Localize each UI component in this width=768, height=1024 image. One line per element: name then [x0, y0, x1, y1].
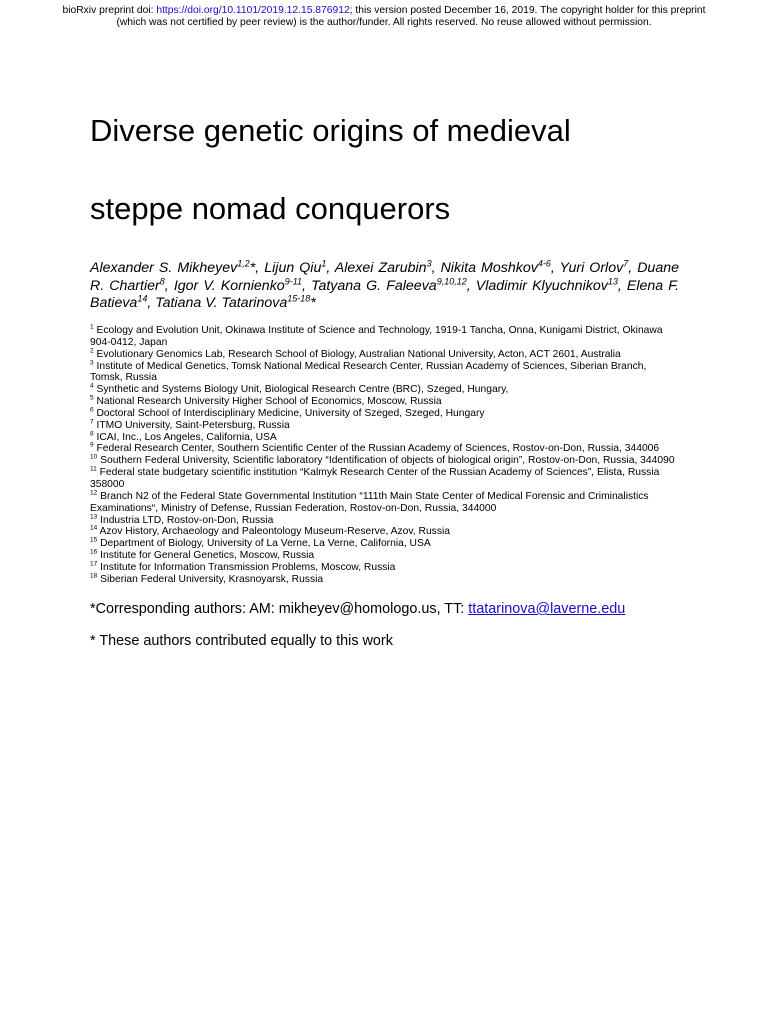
author-separator: ,: [326, 260, 335, 276]
author-affiliation-number: 15-18: [287, 293, 311, 304]
author-name: Igor V. Kornienko: [173, 277, 285, 294]
header-line-2: (which was not certified by peer review) is the author/funder. All rights reserved. No reuse allowed without permission.: [116, 16, 652, 28]
author-affiliation-number: 4-6: [537, 258, 551, 269]
affiliation-text: Federal state budgetary scientific institution “Kalmyk Research Center of the Russian Academy of Sciences”, Elista, Russia 358000: [90, 467, 660, 490]
author-list: [90, 260, 679, 313]
affiliation-item: [90, 538, 680, 550]
author-name: Alexei Zarubin: [334, 260, 427, 276]
affiliation-item: [90, 408, 680, 420]
equal-contribution-note: * These authors contributed equally to this work: [90, 633, 393, 649]
author-separator: ,: [466, 277, 476, 294]
affiliation-text: Institute for General Genetics, Moscow, Russia: [100, 550, 315, 562]
affiliation-text: Institute of Medical Genetics, Tomsk National Medical Research Center, Russian Academy of Sciences, Siberian Branch, Tomsk, Russia: [90, 360, 647, 384]
affiliation-text: Azov History, Archaeology and Paleontology Museum-Reserve, Azov, Russia: [99, 526, 450, 538]
affiliation-number: 18: [90, 572, 98, 580]
title-line-2: steppe nomad conquerors: [90, 191, 451, 226]
author-name: Yuri Orlov: [559, 260, 624, 276]
affiliation-text: ITMO University, Saint-Petersburg, Russia: [96, 419, 290, 431]
corresponding-authors: [90, 600, 690, 618]
doi-link[interactable]: https://doi.org/10.1101/2019.12.15.876912: [156, 5, 350, 16]
affiliation-number: 7: [90, 418, 94, 426]
author-name: Vladimir Klyuchnikov: [475, 277, 608, 294]
affiliation-text: Federal Research Center, Southern Scientific Center of the Russian Academy of Sciences, Rostov-on-Don, Russia, 344006: [96, 443, 660, 455]
affiliation-text: Department of Biology, University of La Verne, La Verne, California, USA: [100, 538, 431, 550]
affiliation-text: Siberian Federal University, Krasnoyarsk, Russia: [100, 573, 324, 585]
author-name: Nikita Moshkov: [440, 260, 538, 276]
author-separator: ,: [431, 260, 441, 276]
affiliation-text: Evolutionary Genomics Lab, Research School of Biology, Australian National University, Acton, ACT 2601, Australia: [96, 348, 621, 360]
affiliation-item: [90, 455, 680, 467]
author-separator: ,: [147, 295, 156, 311]
affiliation-number: 2: [90, 347, 94, 355]
affiliation-item: [90, 526, 680, 538]
header-line-1: [0, 5, 768, 17]
affiliation-item: [90, 432, 680, 444]
author-separator: ,: [302, 277, 312, 294]
author-affiliation-number: 13: [607, 275, 618, 286]
author-name: Lijun Qiu: [264, 260, 322, 276]
affiliation-number: 17: [90, 560, 98, 568]
affiliation-text: ICAI, Inc., Los Angeles, California, USA: [96, 431, 277, 443]
affiliation-item: [90, 349, 680, 361]
affiliation-text: Institute for Information Transmission Problems, Moscow, Russia: [100, 561, 396, 573]
author-name: Elena F. Batieva: [90, 277, 680, 311]
affiliation-number: 4: [90, 382, 94, 390]
affiliation-number: 10: [90, 453, 98, 461]
affiliation-item: [90, 467, 680, 491]
affiliation-number: 13: [90, 513, 98, 521]
author-separator: ,: [164, 277, 174, 294]
affiliation-item: [90, 443, 680, 455]
preprint-header: [0, 5, 768, 28]
corresponding-email-link[interactable]: ttatarinova@laverne.edu: [468, 601, 626, 617]
author-separator: *: [310, 295, 316, 311]
author-affiliation-number: 9,10,12: [436, 275, 467, 286]
header-prefix: bioRxiv preprint doi:: [62, 5, 157, 16]
affiliation-text: Industria LTD, Rostov-on-Don, Russia: [100, 514, 274, 526]
affiliation-number: 3: [90, 359, 94, 367]
affiliation-text: Ecology and Evolution Unit, Okinawa Institute of Science and Technology, 1919-1 Tancha, Onna, Kunigami District, Okinawa 904-0412, Japan: [90, 325, 663, 348]
affiliation-item: [90, 562, 680, 574]
affiliation-item: [90, 361, 680, 385]
author-name: Tatiana V. Tatarinova: [155, 295, 288, 311]
affiliation-list: [90, 325, 680, 586]
affiliation-number: 15: [90, 536, 98, 544]
affiliation-item: [90, 420, 680, 432]
affiliation-item: [90, 491, 680, 515]
corresponding-prefix: *Corresponding authors: AM: mikheyev@homologo.us, TT:: [90, 601, 469, 617]
paper-title: [90, 92, 710, 248]
author-affiliation-number: 14: [137, 293, 148, 304]
author-affiliation-number: 3: [426, 258, 432, 269]
author-affiliation-number: 8: [159, 275, 165, 286]
author-name: Tatyana G. Faleeva: [311, 277, 437, 294]
affiliation-number: 16: [90, 548, 98, 556]
affiliation-number: 12: [90, 489, 98, 497]
affiliation-text: Branch N2 of the Federal State Governmental Institution “111th Main State Center of Medical Forensic and Criminalistics Examinations“, Ministry of Defense, Russian Federation, Rostov-on-Don, Russia, 344000: [90, 490, 649, 514]
author-affiliation-number: 7: [623, 258, 629, 269]
affiliation-number: 1: [90, 323, 94, 331]
affiliation-item: [90, 325, 680, 349]
affiliation-number: 9: [90, 442, 94, 450]
affiliation-text: Southern Federal University, Scientific laboratory “Identification of objects of biological origin”, Rostov-on-Don, Russia, 344090: [100, 455, 675, 467]
affiliation-item: [90, 574, 680, 586]
affiliation-number: 6: [90, 406, 94, 414]
author-affiliation-number: 9-11: [284, 275, 303, 286]
affiliation-number: 8: [90, 430, 94, 438]
author-affiliation-number: 1: [321, 258, 327, 269]
affiliation-item: [90, 384, 680, 396]
affiliation-number: 11: [90, 465, 97, 473]
author-affiliation-number: 1,2: [237, 258, 250, 269]
author-name: Duane R. Chartier: [90, 260, 679, 294]
affiliation-text: Synthetic and Systems Biology Unit, Biological Research Centre (BRC), Szeged, Hungary,: [96, 384, 509, 396]
author-separator: ,: [628, 260, 638, 276]
title-line-1: Diverse genetic origins of medieval: [90, 113, 571, 148]
affiliation-item: [90, 550, 680, 562]
affiliation-number: 5: [90, 394, 94, 402]
author-separator: ,: [617, 277, 627, 294]
header-suffix: ; this version posted December 16, 2019. The copyright holder for this preprint: [349, 5, 706, 16]
affiliation-item: [90, 515, 680, 527]
affiliation-text: Doctoral School of Interdisciplinary Medicine, University of Szeged, Szeged, Hungary: [96, 407, 485, 419]
affiliation-number: 14: [90, 524, 98, 532]
affiliation-item: [90, 396, 680, 408]
affiliation-text: National Research University Higher School of Economics, Moscow, Russia: [96, 396, 442, 408]
author-name: Alexander S. Mikheyev: [90, 260, 238, 276]
author-separator: *,: [249, 260, 265, 276]
author-separator: ,: [550, 260, 560, 276]
